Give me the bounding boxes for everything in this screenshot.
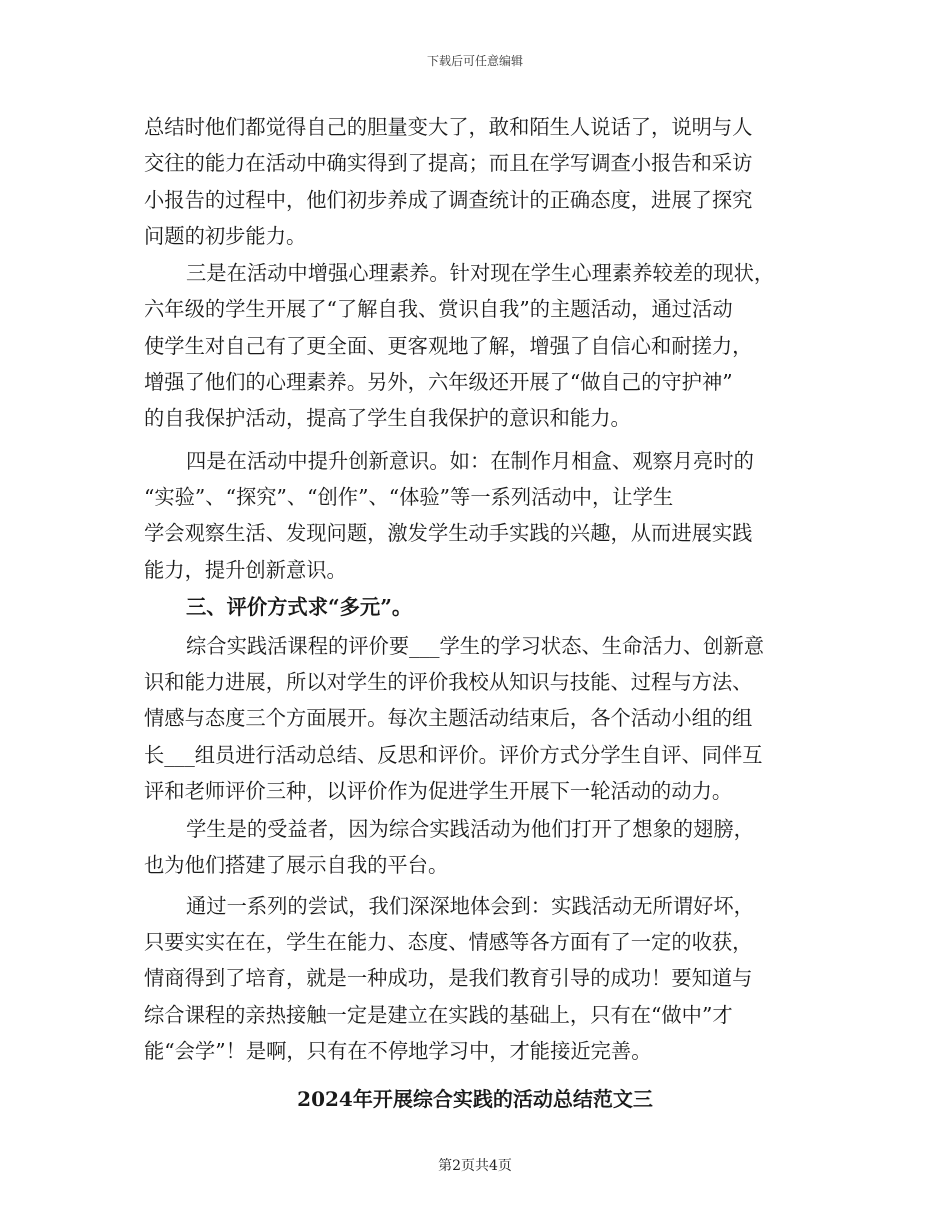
paragraph-start-line: 三是在活动中增强心理素养。针对现在学生心理素养较差的现状， [186,261,775,285]
page-header: 下载后可任意编辑 [426,54,523,68]
section-heading: 三、评价方式求“多元”。 [186,595,413,619]
page-footer: 第2页共4页 [438,1158,512,1174]
text-line: 总结时他们都觉得自己的胆量变大了，敢和陌生人说话了，说明与人 [144,115,753,139]
paragraph-start-line: 学生是的受益者，因为综合实践活动为他们打开了想象的翅膀， [186,817,754,841]
text-line: 能“会学”！是啊，只有在不停地学习中，才能接近完善。 [144,1039,652,1063]
paragraph-start-line: 综合实践活课程的评价要___学生的学习状态、生命活力、创新意 [186,634,765,658]
text-line: 的自我保护活动，提高了学生自我保护的意识和能力。 [144,406,631,430]
text-line: 使学生对自己有了更全面、更客观地了解，增强了自信心和耐搓力， [144,334,753,358]
paragraph-start-line: 通过一系列的尝试，我们深深地体会到：实践活动无所谓好坏， [186,894,754,918]
section-title: 2024年开展综合实践的活动总结范文三 [297,1087,653,1111]
text-line: 六年级的学生开展了“了解自我、赏识自我”的主题活动，通过活动 [144,297,733,321]
text-line: 问题的初步能力。 [144,224,307,248]
text-line: 识和能力进展，所以对学生的评价我校从知识与技能、过程与方法、 [144,670,753,694]
text-line: 长___组员进行活动总结、反思和评价。评价方式分学生自评、同伴互 [144,743,763,767]
text-line: 评和老师评价三种，以评价作为促进学生开展下一轮活动的动力。 [144,779,733,803]
paragraph-start-line: 四是在活动中提升创新意识。如：在制作月相盒、观察月亮时的 [186,449,754,473]
text-line: 情感与态度三个方面展开。每次主题活动结束后，各个活动小组的组 [144,706,753,730]
text-line: “实验”、“探究”、“创作”、“体验”等一系列活动中，让学生 [144,485,674,509]
text-line: 交往的能力在活动中确实得到了提高；而且在学写调查小报告和采访 [144,151,753,175]
text-line: 增强了他们的心理素养。另外，六年级还开展了“做自己的守护神” [144,370,733,394]
text-line: 也为他们搭建了展示自我的平台。 [144,853,449,877]
text-line: 只要实实在在，学生在能力、态度、情感等各方面有了一定的收获， [144,930,753,954]
text-line: 学会观察生活、发现问题，激发学生动手实践的兴趣，从而进展实践 [144,521,753,545]
text-line: 能力，提升创新意识。 [144,558,347,582]
text-line: 情商得到了培育，就是一种成功，是我们教育引导的成功！要知道与 [144,966,753,990]
text-line: 小报告的过程中，他们初步养成了调查统计的正确态度，进展了探究 [144,188,753,212]
text-line: 综合课程的亲热接触一定是建立在实践的基础上，只有在“做中”才 [144,1003,733,1027]
